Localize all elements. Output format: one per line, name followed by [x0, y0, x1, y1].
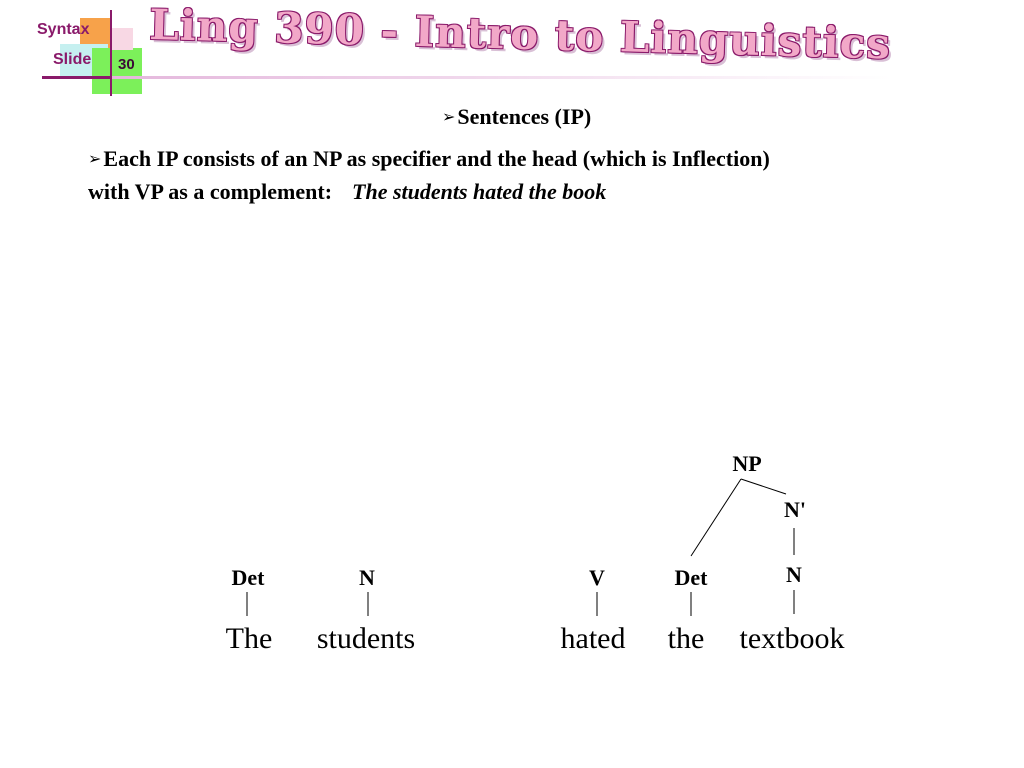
slide-label: Slide	[53, 51, 92, 68]
bullet-point	[88, 146, 770, 172]
header-fade-rule	[112, 76, 892, 79]
node-n-2: N	[786, 562, 802, 587]
word-the-2: the	[667, 622, 705, 655]
node-det-1: Det	[231, 565, 265, 590]
word-hated: hated	[560, 622, 626, 655]
node-n-1: N	[359, 565, 375, 590]
bullet-heading	[442, 104, 591, 130]
header-horizontal-rule	[42, 76, 110, 79]
branch-np-to-det	[691, 479, 741, 556]
node-np: NP	[732, 451, 762, 476]
node-n-bar: N'	[784, 497, 806, 522]
section-label: Syntax	[37, 21, 90, 38]
word-the-1: The	[225, 622, 273, 655]
slide-number: 30	[118, 56, 135, 73]
header-vertical-rule	[110, 10, 112, 96]
bullet-point-continuation	[88, 179, 606, 205]
example-sentence: The students hated the book	[352, 179, 607, 204]
point-text-line2: with VP as a complement:	[88, 179, 333, 204]
branch-np-to-nbar	[741, 479, 786, 494]
arrow-bullet-icon: ➢	[88, 149, 102, 168]
slide-title: Ling 390 - Intro to Linguistics	[148, 0, 892, 69]
header-decoration-pink	[111, 28, 133, 50]
node-v: V	[589, 565, 605, 590]
heading-text: Sentences (IP)	[457, 104, 592, 129]
word-textbook: textbook	[739, 622, 845, 655]
arrow-bullet-icon: ➢	[442, 107, 456, 126]
node-det-2: Det	[674, 565, 708, 590]
word-students: students	[316, 622, 416, 655]
point-text-line1: Each IP consists of an NP as specifier and the head (which is Inflection)	[103, 146, 770, 171]
